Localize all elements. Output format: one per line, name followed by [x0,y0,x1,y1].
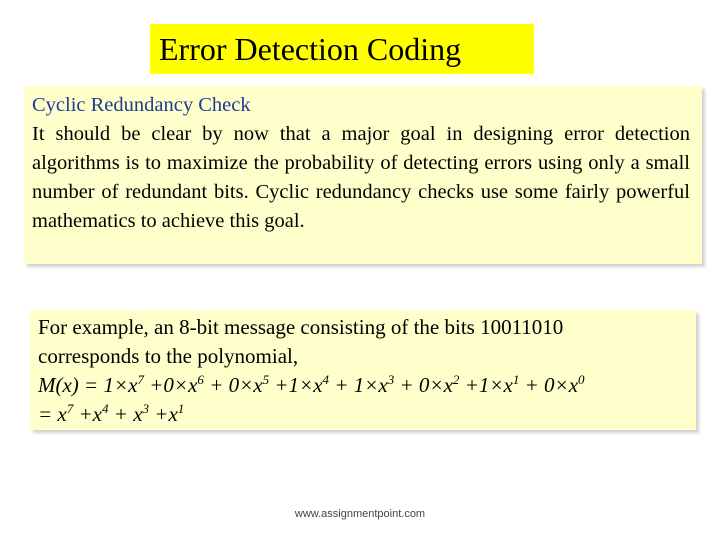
formula-lhs: M(x) = [38,373,104,397]
result-term-exponent: 7 [66,401,74,417]
formula-term-exponent: 4 [322,372,330,388]
result-term [57,402,73,426]
example-line-2: corresponds to the polynomial, [38,344,299,368]
result-term-exponent: 3 [142,401,150,417]
formula-term-exponent: 6 [197,372,204,388]
formula-term-base: + 0×x [394,373,453,397]
formula-term-exponent: 3 [387,372,395,388]
result-term [149,402,184,426]
result-term [109,402,150,426]
result-lhs: = [38,402,58,426]
formula-term-base: + 0×x [203,373,263,397]
title-box [150,24,534,74]
footer-watermark: www.assignmentpoint.com [294,508,426,520]
formula-term-exponent: 2 [452,372,460,388]
formula-term-base: +1×x [459,373,513,397]
formula-term [394,373,459,397]
formula-term [204,373,269,397]
formula-term-exponent: 5 [262,372,270,388]
result-term-base: +x [149,402,178,426]
formula-term [103,373,144,397]
formula-term-base: + 1×x [329,373,388,397]
result-term-base: x [57,402,67,426]
slide-title: Error Detection Coding [159,30,462,67]
formula-term-base: +0×x [144,373,198,397]
formula-term-exponent: 7 [137,372,144,388]
result-term [73,402,108,426]
polynomial-formula [38,371,686,400]
result-term-exponent: 4 [102,401,109,417]
formula-term-base: + 0×x [519,373,579,397]
example-line-1: For example, an 8-bit message consisting of the bits 10011010 [38,315,564,339]
formula-term [329,373,394,397]
result-term-exponent: 1 [177,401,185,417]
polynomial-result [38,400,686,429]
section-body: It should be clear by now that a major goal in designing error detection algorithms is to maximize the probability of detecting errors using only a small number of redundant bits. Cyclic redundancy checks use some fairly powerful mathematics to achieve this goal. [32,123,690,232]
example-panel [30,310,696,430]
formula-term-exponent: 1 [512,372,520,388]
result-term-base: + x [108,402,143,426]
formula-term-base: 1×x [103,373,138,397]
formula-term [459,373,519,397]
formula-term-base: +1×x [269,373,323,397]
formula-term [144,373,204,397]
crc-description-panel [24,86,702,264]
formula-term [519,373,584,397]
formula-term [269,373,329,397]
result-term-base: +x [73,402,103,426]
formula-term-exponent: 0 [578,372,585,388]
section-heading: Cyclic Redundancy Check [32,94,251,116]
